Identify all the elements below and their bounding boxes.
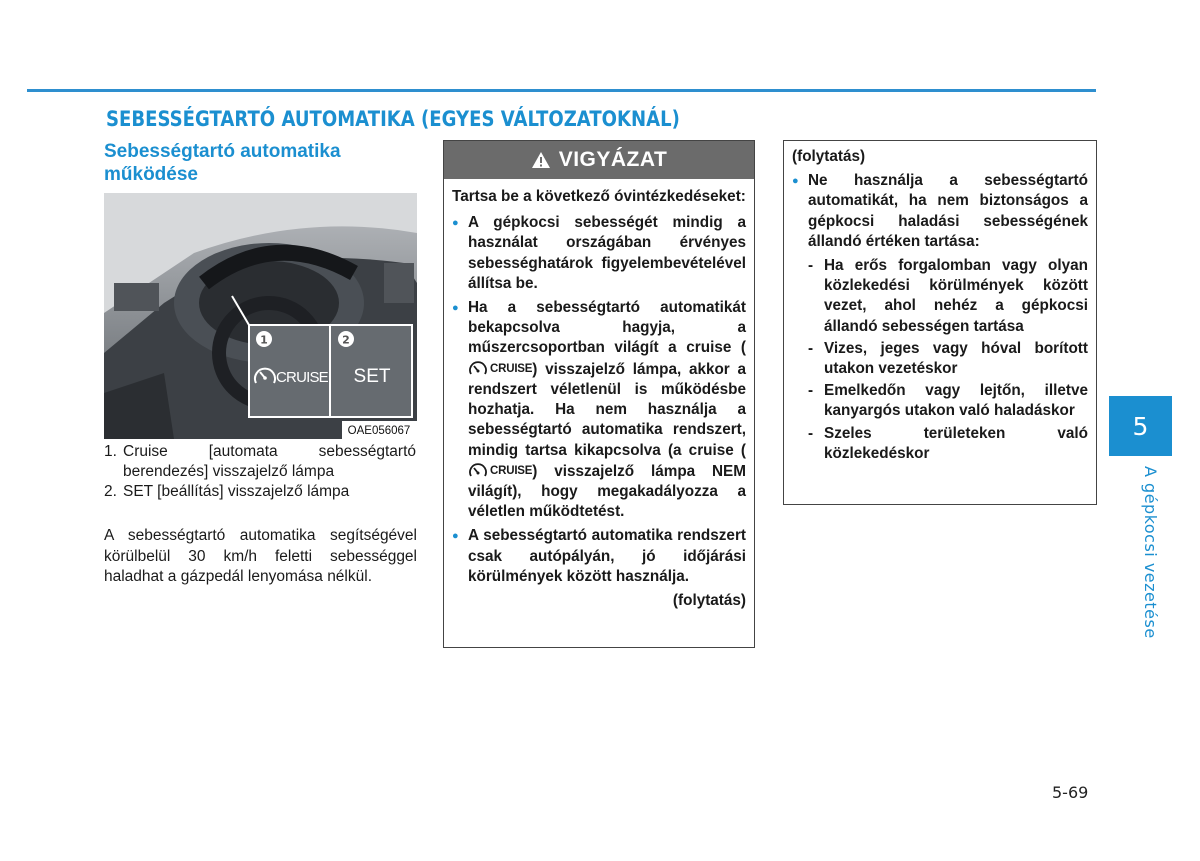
callout-1: 1 [260, 333, 268, 347]
warning-bullet [452, 526, 746, 587]
warning-intro: Tartsa be a következő óvintézkedéseket: [452, 188, 746, 205]
dash-item [808, 339, 1088, 379]
bullet-dot: ● [452, 530, 459, 543]
continuation-bullet-text: Ne használja a sebességtartó automatikát, ha nem biztonságos a gépkocsi haladási sebességének állandó értéken tartása: [808, 172, 1088, 250]
continuation-box [783, 140, 1097, 505]
bullet-dot: ● [452, 217, 459, 230]
bullet-text-part: ) visszajelző lámpa, akkor a rendszert véletlenül is működésbe hozhatja. Ha nem használja a sebességtartó automatika rendszert, mindig tartsa kikapcsolva (a cruise ( [468, 360, 746, 459]
dash-mark: - [808, 424, 814, 442]
dashboard-illustration [104, 193, 417, 439]
warning-bullet-text [468, 298, 746, 522]
dash-item-text: Vizes, jeges vagy hóval borított utakon vezetéskor [824, 339, 1088, 378]
bullet-dot: ● [452, 302, 459, 315]
cruise-icon-label: CRUISE [490, 362, 533, 375]
warning-box [443, 140, 755, 648]
image-code: OAE056067 [347, 425, 411, 437]
dash-mark: - [808, 382, 814, 400]
cruise-inline-indicator [468, 461, 532, 481]
page-number: 5-69 [1052, 783, 1089, 802]
dash-item [808, 381, 1088, 421]
callout-2: 2 [342, 333, 350, 347]
warning-bullet-text: A sebességtartó automatika rendszert csak autópályán, jó időjárási körülmények között használja. [468, 527, 746, 585]
caption-item [104, 482, 416, 502]
continuation-bullet [792, 171, 1088, 252]
dash-item-text: Szeles területeken való közlekedéskor [824, 424, 1088, 462]
caption-item [104, 442, 416, 482]
caption-text: Cruise [automata sebességtartó berendezés] visszajelző lámpa [123, 443, 416, 480]
dash-mark: - [808, 339, 814, 357]
dash-item [808, 424, 1088, 464]
header-rule [27, 89, 1096, 92]
cruise-speedometer-icon [468, 361, 488, 377]
chapter-title: A gépkocsi vezetése [1141, 466, 1160, 639]
warning-body [444, 179, 754, 611]
caption-number: 2. [104, 483, 117, 500]
cruise-icon-label: CRUISE [490, 464, 533, 477]
chapter-tab: 5 [1109, 396, 1172, 456]
section-title: SEBESSÉGTARTÓ AUTOMATIKA (EGYES VÁLTOZATOKNÁL) [106, 107, 680, 131]
continued-label: (folytatás) [672, 592, 746, 610]
set-indicator-label: SET [353, 366, 391, 387]
caption-list [104, 442, 416, 502]
dash-item-text: Ha erős forgalomban vagy olyan közlekedési körülmények között vezet, ahol nehéz a gépkocsi állandó sebességen tartása [824, 257, 1088, 335]
dash-item [808, 256, 1088, 337]
bullet-text-part: Ha a sebességtartó automatikát bekapcsolva hagyja, a műszercsoportban világít a cruise ( [468, 299, 746, 357]
intro-paragraph: A sebességtartó automatika segítségével körülbelül 30 km/h feletti sebességgel haladhat a gázpedál lenyomása nélkül. [104, 527, 417, 585]
dashboard-photo [104, 193, 417, 439]
subsection-title: Sebességtartó automatika működése [104, 141, 341, 185]
warning-header [444, 141, 754, 179]
dash-item-text: Emelkedőn vagy lejtőn, illetve kanyargós utakon való haladáskor [824, 382, 1088, 420]
warning-bullet-text: A gépkocsi sebességét mindig a használat országában érvényes sebességhatárok figyelembevételével állítsa be. [468, 214, 746, 292]
continuation-heading: (folytatás) [792, 148, 866, 165]
bullet-text-part: ) visszajelző lámpa NEM világít), hogy megakadályozza a véletlen működtetést. [468, 462, 746, 521]
cruise-inline-indicator [468, 359, 532, 379]
warning-title: VIGYÁZAT [558, 148, 668, 171]
dash-mark: - [808, 257, 814, 275]
warning-bullet [452, 298, 746, 522]
warning-bullet [452, 213, 746, 294]
caption-text: SET [beállítás] visszajelző lámpa [123, 483, 350, 500]
cruise-speedometer-icon [468, 463, 488, 479]
warning-triangle-icon [531, 151, 551, 169]
cruise-indicator-label: CRUISE [276, 369, 328, 386]
bullet-dot: ● [792, 175, 799, 188]
caption-number: 1. [104, 443, 117, 460]
